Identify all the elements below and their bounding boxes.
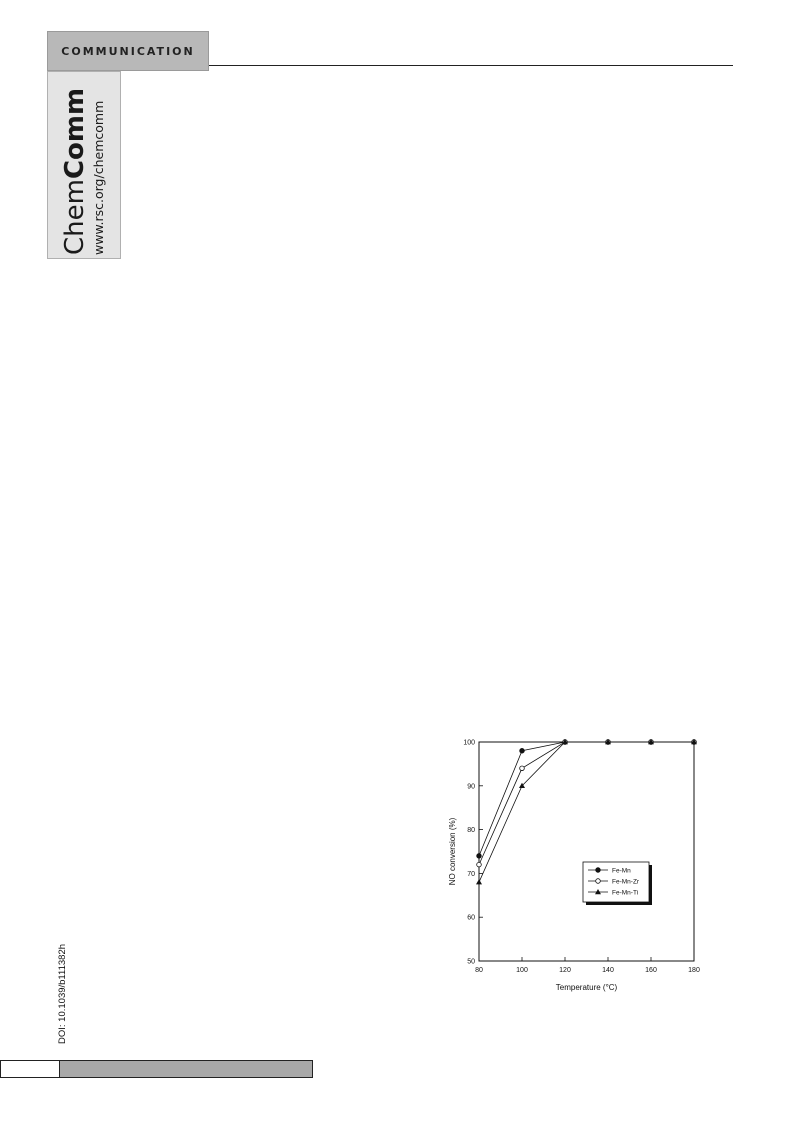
footer-bar <box>0 1060 313 1078</box>
y-tick-label: 60 <box>467 914 475 922</box>
legend <box>583 862 652 905</box>
section-tab: COMMUNICATION <box>47 31 209 71</box>
legend-marker-fe-mn-zr <box>596 879 601 884</box>
y-tick-label: 90 <box>467 783 475 791</box>
x-tick-label: 120 <box>559 967 571 974</box>
footer-bar-fill <box>59 1061 312 1077</box>
series-line-fe-mn-ti <box>479 742 694 882</box>
x-tick-label: 80 <box>475 967 483 974</box>
legend-label-fe-mn: Fe-Mn <box>612 867 631 875</box>
legend-label-fe-mn-ti: Fe-Mn-Ti <box>612 889 639 897</box>
journal-side-panel <box>47 71 121 259</box>
legend-label-fe-mn-zr: Fe-Mn-Zr <box>612 878 640 886</box>
x-tick-label: 140 <box>602 967 614 974</box>
journal-url[interactable]: www.rsc.org/chemcomm <box>91 100 106 255</box>
data-point-fe-mn <box>520 748 525 753</box>
header-rule <box>209 65 733 66</box>
journal-branding <box>49 75 119 255</box>
x-tick-label: 160 <box>645 967 657 974</box>
x-tick-label: 180 <box>688 967 700 974</box>
data-point-fe-mn-zr <box>520 766 525 771</box>
plot-frame <box>479 742 694 961</box>
series-line-fe-mn-zr <box>479 742 694 865</box>
journal-logo <box>62 88 88 255</box>
y-tick-label: 70 <box>467 870 475 878</box>
y-tick-label: 80 <box>467 827 475 835</box>
x-axis-label: Temperature (°C) <box>555 983 618 992</box>
journal-name-comm: Comm <box>60 87 90 180</box>
data-point-fe-mn-ti <box>476 879 482 884</box>
y-tick-label: 50 <box>467 958 475 966</box>
journal-name-chem: Chem <box>60 179 90 255</box>
data-point-fe-mn-zr <box>477 862 482 867</box>
legend-marker-fe-mn <box>596 868 601 873</box>
series-line-fe-mn <box>479 742 694 856</box>
doi-label: DOI: 10.1039/b111382h <box>57 943 68 1044</box>
axis-ticks <box>463 740 700 975</box>
y-tick-label: 100 <box>463 739 475 747</box>
data-point-fe-mn <box>477 854 482 859</box>
x-tick-label: 100 <box>516 967 528 974</box>
y-axis-label: NO conversion (%) <box>448 817 457 886</box>
no-conversion-chart <box>440 728 720 998</box>
